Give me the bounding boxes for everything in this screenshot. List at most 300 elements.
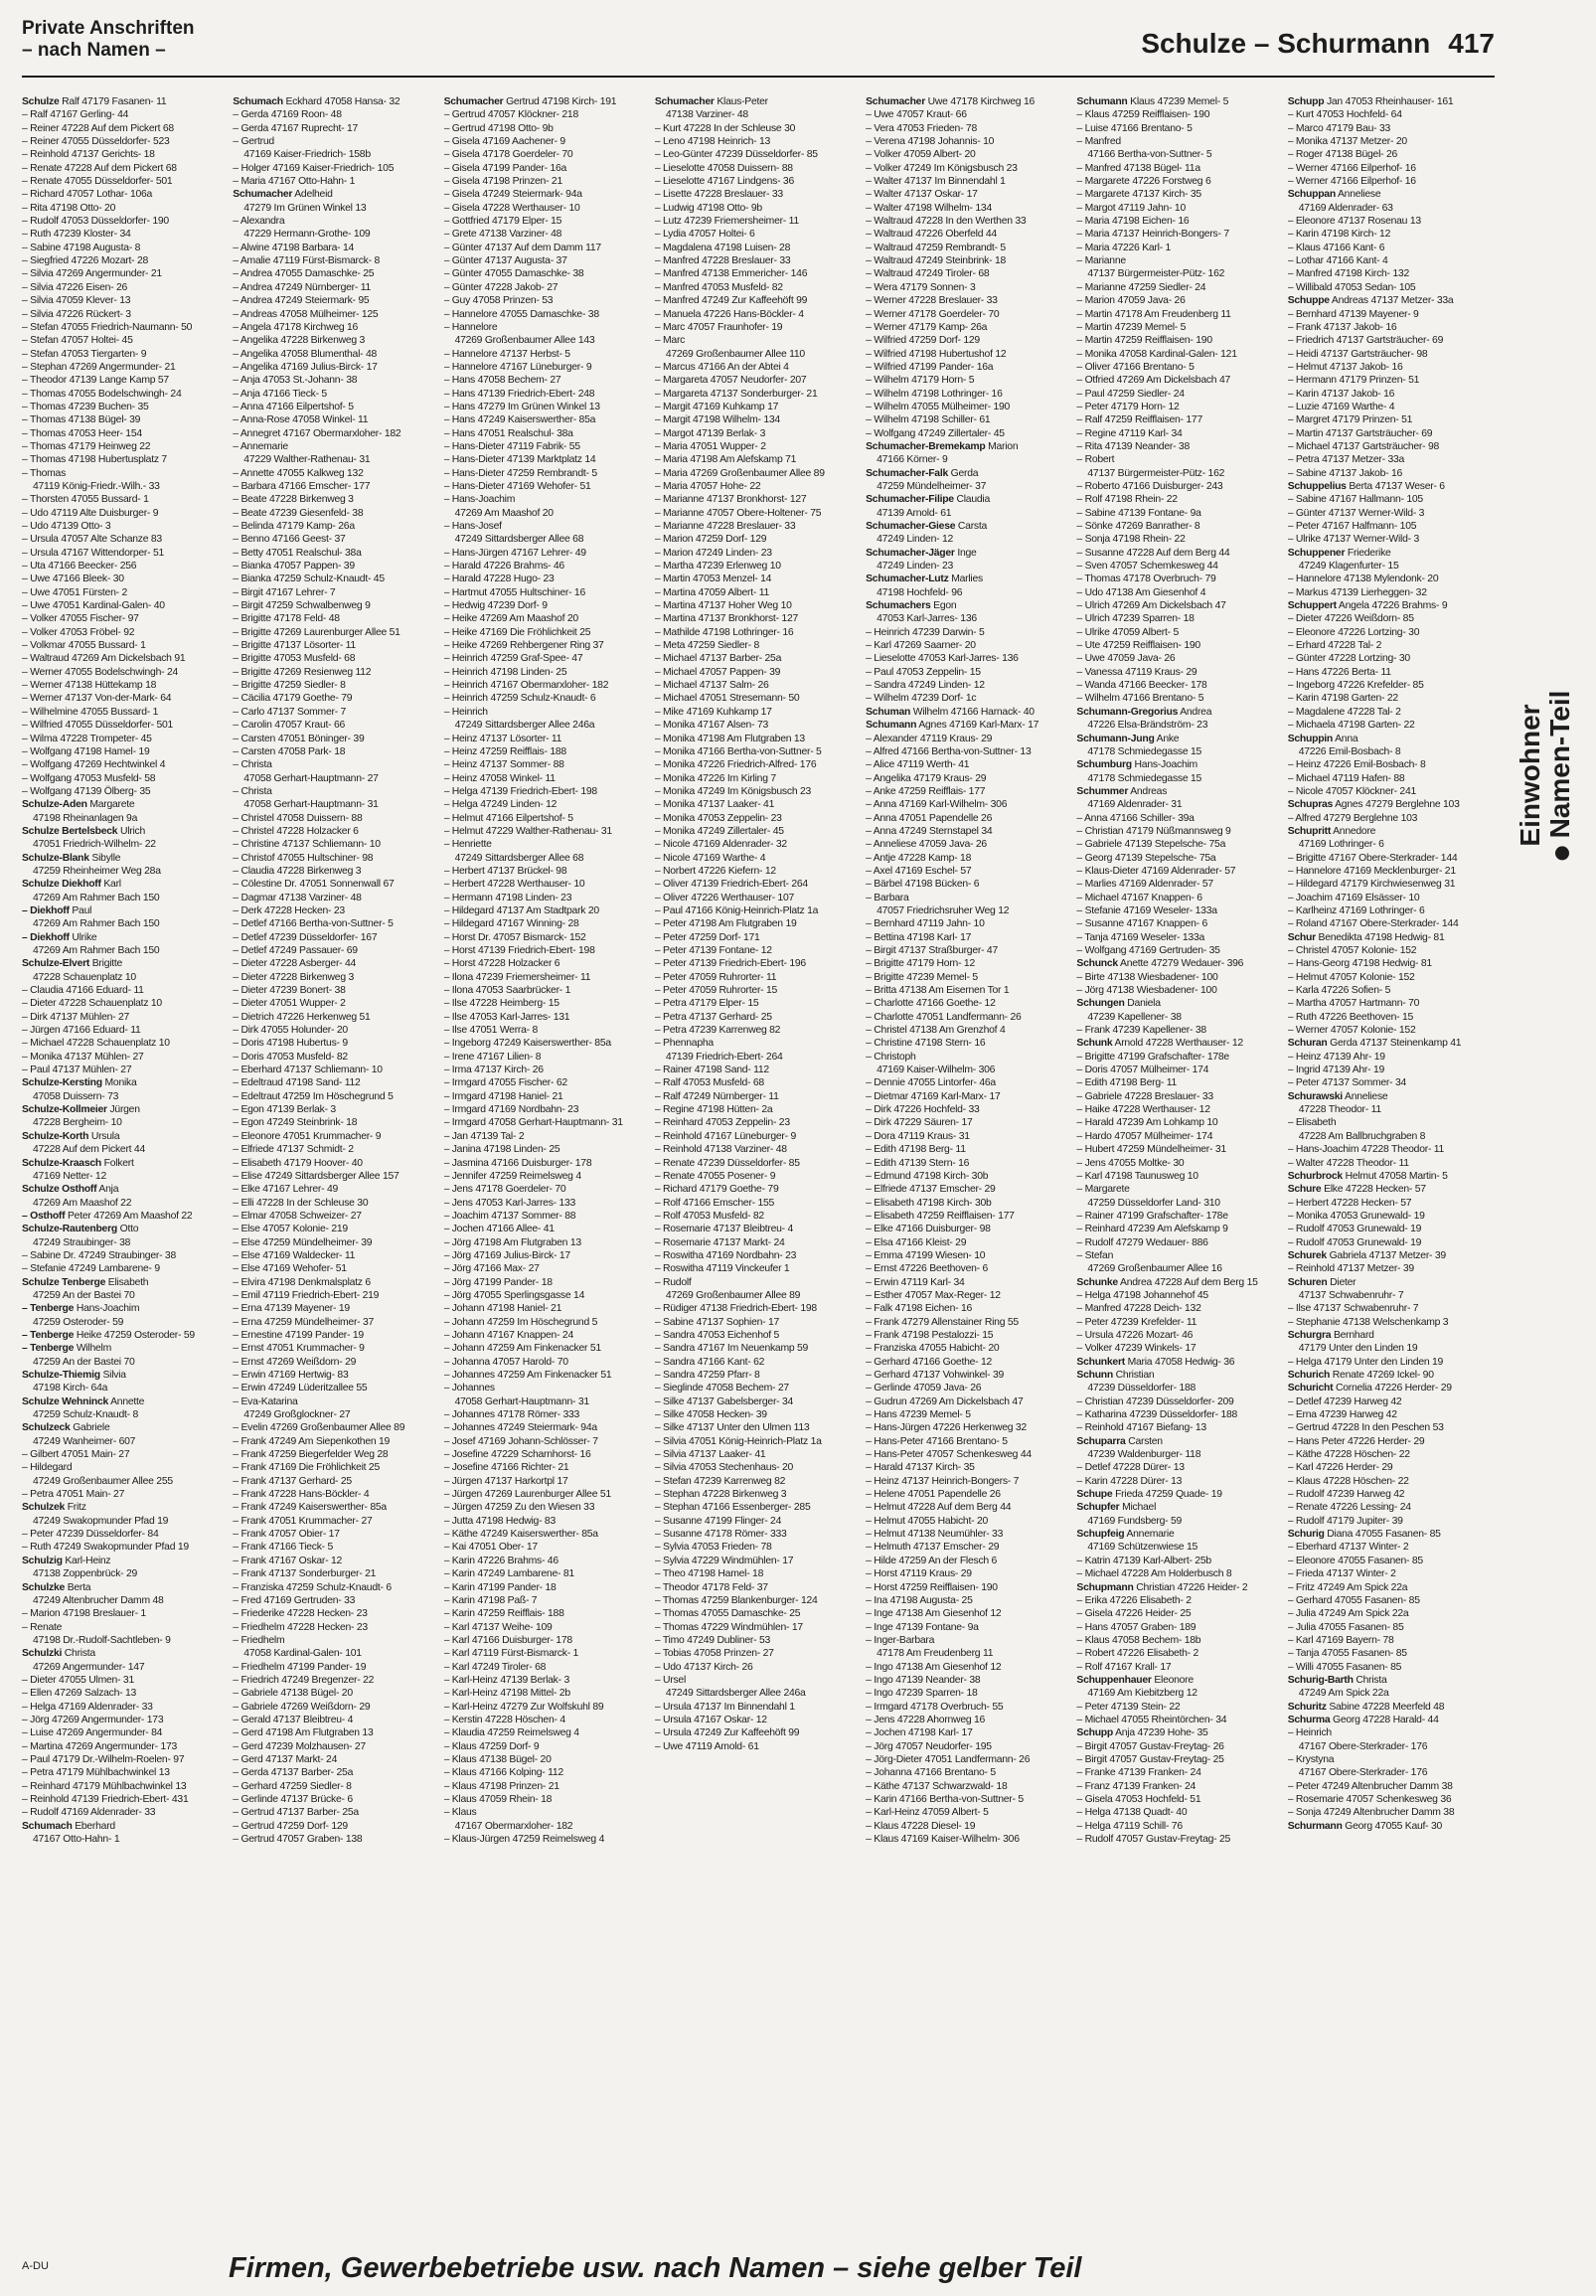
directory-entry (22, 1090, 227, 1103)
directory-entry (655, 1634, 860, 1647)
entry-surname: Schuppelius (1287, 480, 1347, 492)
entry-text: – Maria 47057 Hohe- 22 (654, 480, 761, 492)
directory-entry (444, 427, 649, 440)
directory-entry (1076, 188, 1281, 201)
entry-text: – Peter 47059 Ruhrorter- 15 (654, 985, 778, 997)
directory-entry (866, 348, 1070, 361)
directory-entry (22, 148, 227, 161)
directory-entry (1076, 944, 1281, 957)
entry-text: – Frank 47228 Hans-Böckler- 4 (233, 1489, 370, 1501)
directory-entry (444, 507, 649, 520)
directory-entry (233, 281, 437, 294)
directory-entry (866, 1408, 1070, 1421)
directory-entry (22, 175, 227, 188)
directory-entry (655, 1528, 860, 1541)
directory-entry (866, 1130, 1070, 1143)
directory-entry (1076, 1833, 1281, 1846)
entry-text: 47139 Arnold- 61 (877, 507, 952, 519)
entry-text: – Ernestine 47199 Pander- 19 (233, 1329, 364, 1341)
entry-text: – Klaus 47138 Bügel- 20 (443, 1753, 552, 1765)
entry-text: – Rosemarie 47057 Schenkesweg 36 (1287, 1794, 1452, 1805)
entry-text: – Volker 47055 Fischer- 97 (22, 613, 139, 625)
directory-entry (233, 1157, 437, 1170)
entry-text: – Hans 47279 Im Grünen Winkel 13 (443, 401, 600, 412)
directory-entry (866, 1833, 1070, 1846)
entry-surname: Schuppenhauer (1076, 1674, 1152, 1686)
entry-text: – Thomas 47198 Hubertusplatz 7 (22, 454, 167, 466)
entry-text: 47167 Obere-Sterkrader- 176 (1298, 1740, 1428, 1752)
directory-entry (22, 719, 227, 732)
directory-entry (655, 997, 860, 1010)
entry-text: – Verena 47198 Johannis- 10 (866, 136, 995, 148)
directory-entry (1076, 904, 1281, 917)
directory-entry (655, 1488, 860, 1501)
entry-surname: Schumacher-Giese (866, 521, 956, 532)
entry-text: – Derk 47228 Hecken- 23 (233, 904, 345, 916)
directory-entry (233, 1448, 437, 1461)
directory-entry (1076, 1515, 1281, 1528)
directory-entry (233, 1435, 437, 1448)
entry-text: Fritz (67, 1502, 86, 1514)
entry-surname: Schurich (1287, 1370, 1331, 1381)
entry-surname: Schulze (22, 96, 60, 107)
directory-entry (233, 1567, 437, 1580)
entry-text: – Ingrid 47139 Ahr- 19 (1287, 1065, 1385, 1076)
entry-text: Diana 47055 Fasanen- 85 (1327, 1529, 1441, 1541)
directory-entry (444, 666, 649, 679)
directory-entry (233, 639, 437, 652)
directory-entry (866, 1661, 1070, 1674)
entry-surname: Schuppin (1287, 733, 1334, 744)
entry-text: – Wolfgang 47139 Ölberg- 35 (22, 785, 151, 797)
entry-text: – Petra 47239 Karrenweg 82 (654, 1025, 781, 1037)
directory-entry (233, 1024, 437, 1037)
directory-entry (1076, 294, 1281, 307)
entry-text: – Rüdiger 47138 Friedrich-Ebert- 198 (654, 1303, 817, 1315)
directory-entry (866, 1262, 1070, 1275)
directory-entry (22, 547, 227, 560)
entry-text: – Barbara (866, 892, 909, 903)
directory-entry (866, 1037, 1070, 1050)
directory-entry (1288, 706, 1493, 719)
entry-text: – Lisette 47228 Breslauer- 33 (654, 189, 783, 201)
directory-entry (655, 254, 860, 267)
entry-text: – Käthe 47137 Schwarzwald- 18 (866, 1780, 1008, 1792)
directory-entry (22, 1726, 227, 1739)
directory-entry (1288, 971, 1493, 984)
directory-entry (866, 1607, 1070, 1620)
page-header (22, 18, 1495, 76)
entry-text: – Helga 47138 Quadt- 40 (1076, 1807, 1188, 1819)
entry-text: – Silvia 47051 König-Heinrich-Platz 1a (654, 1435, 822, 1447)
entry-text: – Egon 47139 Berlak- 3 (233, 1104, 336, 1116)
directory-entry (1288, 294, 1493, 307)
directory-entry (866, 1051, 1070, 1064)
entry-text: 47058 Gerhart-Hauptmann- 31 (243, 799, 379, 811)
entry-text: Anja 47239 Hohe- 35 (1115, 1727, 1208, 1739)
entry-text: – Wilfried 47199 Pander- 16a (866, 361, 994, 373)
entry-text: – Jörg 47138 Wiesbadener- 100 (1076, 985, 1217, 997)
entry-text: – Christel 47058 Duissern- 88 (233, 812, 363, 824)
entry-text: – Dieter 47228 Birkenweg 3 (233, 971, 355, 983)
entry-text: – Katrin 47139 Karl-Albert- 25b (1076, 1555, 1211, 1566)
entry-text: Ursula (90, 1130, 120, 1142)
directory-entry (1076, 533, 1281, 546)
entry-text: – Rudolf 47179 Jupiter- 39 (1287, 1515, 1403, 1527)
entry-text: – Thomas 47179 Heinweg 22 (22, 440, 151, 452)
directory-entry (444, 1276, 649, 1289)
directory-entry (444, 388, 649, 401)
entry-text: – Frank 47051 Krummacher- 27 (233, 1515, 373, 1527)
directory-entry (444, 1090, 649, 1103)
entry-text: – Walter 47137 Oskar- 17 (866, 189, 978, 201)
directory-entry (866, 1475, 1070, 1488)
directory-entry (444, 334, 649, 347)
directory-entry (444, 785, 649, 798)
entry-text: – Luzie 47169 Warthe- 4 (1287, 401, 1395, 412)
directory-entry (1076, 1408, 1281, 1421)
directory-entry (233, 957, 437, 970)
directory-entry (233, 1183, 437, 1196)
entry-text: – Otfried 47269 Am Dickelsbach 47 (1076, 375, 1231, 387)
directory-entry (1288, 95, 1493, 108)
directory-entry (1076, 453, 1281, 466)
entry-text: – Renate 47055 Posener- 9 (654, 1170, 776, 1182)
entry-text: 47198 Rheinanlagen 9a (33, 812, 138, 824)
entry-text: – Wilhelm 47198 Schiller- 61 (866, 414, 991, 426)
directory-entry (655, 453, 860, 466)
entry-text: Karl-Heinz (65, 1555, 111, 1566)
directory-entry (22, 1236, 227, 1249)
directory-entry (22, 427, 227, 440)
entry-surname: Schumann (866, 720, 917, 732)
directory-entry (655, 1567, 860, 1580)
directory-entry (22, 1461, 227, 1474)
directory-entry (655, 706, 860, 719)
entry-text: – Martina 47269 Angermunder- 173 (22, 1740, 178, 1752)
directory-entry (655, 1581, 860, 1594)
directory-entry (22, 1634, 227, 1647)
entry-text: – Evelin 47269 Großenbaumer Allee 89 (233, 1422, 405, 1434)
entry-text: – Lutz 47239 Friemersheimer- 11 (654, 216, 799, 228)
entry-text: – Johanna 47166 Brentano- 5 (866, 1767, 996, 1779)
entry-text: 47169 Schützenwiese 15 (1087, 1542, 1198, 1554)
entry-text: – Krystyna (1287, 1753, 1335, 1765)
entry-text: – Ursula 47249 Zur Kaffeehöft 99 (654, 1727, 800, 1739)
entry-text: – Jürgen 47166 Eduard- 11 (22, 1025, 141, 1037)
entry-text: – Wolfgang 47198 Hamel- 19 (22, 745, 150, 757)
entry-text: – Martha 47057 Hartmann- 70 (1287, 998, 1420, 1010)
entry-text: – Günter 47137 Werner-Wild- 3 (1287, 507, 1425, 519)
entry-text: Andreas 47137 Metzer- 33a (1331, 295, 1454, 307)
entry-text: 47228 Am Ballbruchgraben 8 (1298, 1130, 1426, 1142)
entry-text: – Dieter 47051 Wupper- 2 (233, 998, 346, 1010)
entry-text: – Silvia 47226 Rückert- 3 (22, 308, 131, 320)
entry-text: – Helmut 47137 Jakob- 16 (1287, 361, 1403, 373)
entry-text: – Rosemarie 47137 Markt- 24 (654, 1236, 785, 1248)
entry-text: – Margareta 47137 Sonderburger- 21 (654, 388, 818, 400)
entry-surname: – Osthoff (22, 1210, 66, 1222)
directory-entry (233, 758, 437, 771)
entry-text: – Sandra 47249 Linden- 12 (866, 680, 985, 692)
directory-entry (655, 215, 860, 228)
entry-surname: Schupfeig (1076, 1529, 1125, 1541)
entry-text: – Ilse 47228 Heimberg- 15 (443, 998, 559, 1010)
entry-text: – Maria 47198 Am Alefskamp 71 (654, 454, 797, 466)
directory-entry (22, 626, 227, 639)
entry-text: – Elisabeth (1287, 1117, 1337, 1129)
entry-text: – Marc 47057 Fraunhofer- 19 (654, 321, 783, 333)
directory-entry (655, 1289, 860, 1302)
directory-entry (233, 984, 437, 997)
directory-entry (1288, 547, 1493, 560)
directory-entry (22, 1647, 227, 1660)
directory-entry (233, 798, 437, 811)
entry-text: – Helmut 47057 Kolonie- 152 (1287, 971, 1415, 983)
directory-entry (22, 1197, 227, 1210)
entry-text: – Alice 47119 Werth- 41 (866, 759, 970, 771)
directory-entry (1076, 825, 1281, 838)
entry-text: Cornelia 47226 Herder- 29 (1336, 1383, 1452, 1394)
entry-text: – Holger 47169 Kaiser-Friedrich- 105 (233, 162, 395, 174)
entry-text: – Dieter 47228 Asberger- 44 (233, 958, 357, 970)
directory-entry (866, 1448, 1070, 1461)
directory-entry (655, 1011, 860, 1024)
entry-text: – Paul 47166 König-Heinrich-Platz 1a (654, 904, 819, 916)
entry-text: – Heinrich (1287, 1727, 1332, 1739)
entry-text: – Fred 47169 Gertruden- 33 (233, 1594, 356, 1606)
directory-entry (1288, 1528, 1493, 1541)
entry-text: – Erwin 47119 Karl- 34 (866, 1276, 965, 1288)
entry-text: – Anna 47166 Eilpertshof- 5 (233, 401, 354, 412)
directory-entry (1076, 401, 1281, 413)
entry-text: – Johann 47259 Am Finkenacker 51 (443, 1343, 601, 1355)
entry-text: – Marion 47059 Java- 26 (1076, 295, 1186, 307)
entry-text: – Horst 47228 Holzacker 6 (443, 958, 560, 970)
entry-text: – Ernst 47269 Weißdorn- 29 (233, 1356, 357, 1368)
directory-entry (233, 1051, 437, 1064)
directory-entry (1288, 1262, 1493, 1275)
directory-entry (444, 1210, 649, 1223)
directory-entry (1288, 1408, 1493, 1421)
directory-entry (1288, 453, 1493, 466)
directory-entry (233, 706, 437, 719)
directory-entry (655, 1197, 860, 1210)
directory-entry (655, 599, 860, 612)
directory-entry (655, 1687, 860, 1700)
entry-text: – Johannes (443, 1383, 495, 1394)
entry-text: – Hildegard 47167 Winning- 28 (443, 918, 579, 930)
entry-text: – Heinrich (443, 706, 488, 718)
entry-surname: Schulzki (22, 1648, 63, 1660)
directory-entry (233, 1793, 437, 1806)
entry-text: – Karin 47166 Bertha-von-Suttner- 5 (866, 1794, 1024, 1805)
directory-entry (655, 188, 860, 201)
directory-entry (444, 547, 649, 560)
entry-surname: Schurek (1287, 1249, 1327, 1261)
directory-entry (866, 254, 1070, 267)
entry-text: Frieda 47259 Quade- 19 (1115, 1489, 1222, 1501)
entry-text: – Britta 47138 Am Eisernen Tor 1 (866, 985, 1010, 997)
directory-entry (22, 758, 227, 771)
directory-entry (866, 892, 1070, 904)
entry-text: – Gisela 47228 Werthauser- 10 (443, 202, 580, 214)
directory-entry (655, 626, 860, 639)
directory-entry (655, 294, 860, 307)
entry-text: – Sandra 47259 Pfarr- 8 (654, 1370, 760, 1381)
directory-entry (233, 652, 437, 665)
entry-surname: Schulze-Korth (22, 1130, 89, 1142)
entry-text: – Harald 47137 Kirch- 35 (866, 1462, 975, 1474)
entry-text: – Gertrud 47198 Otto- 9b (443, 122, 554, 134)
entry-text: – Kerstin 47228 Höschen- 4 (443, 1714, 565, 1725)
entry-text: – Margret 47179 Prinzen- 51 (1287, 414, 1413, 426)
entry-text: – Ingeborg 47249 Kaiserswerther- 85a (443, 1038, 611, 1050)
entry-text: – Gertrud 47057 Graben- 138 (233, 1834, 363, 1846)
entry-text: 47198 Kirch- 64a (33, 1383, 108, 1394)
directory-entry (1076, 865, 1281, 878)
directory-entry (233, 361, 437, 374)
directory-entry (1076, 321, 1281, 334)
entry-text: – Renate (22, 1621, 63, 1633)
entry-text: – Anna 47051 Papendelle 26 (866, 812, 993, 824)
entry-text: – Uwe 47119 Amold- 61 (654, 1740, 759, 1752)
entry-text: 47239 Kapellener- 38 (1087, 1011, 1182, 1023)
directory-entry (444, 865, 649, 878)
entry-text: – Hans-Peter 47166 Brentano- 5 (866, 1435, 1008, 1447)
entry-text: – Vanessa 47119 Kraus- 29 (1076, 666, 1197, 678)
entry-surname: Schupp (1076, 1727, 1114, 1739)
directory-entry (22, 1329, 227, 1342)
directory-entry (233, 1170, 437, 1183)
entry-text: – Inge 47138 Am Giesenhof 12 (866, 1608, 1002, 1620)
entry-text: – Roswitha 47169 Nordbahn- 23 (654, 1249, 797, 1261)
directory-entry (655, 852, 860, 865)
directory-entry (866, 1369, 1070, 1382)
entry-surname: Schulze-Kraasch (22, 1157, 101, 1169)
directory-entry (22, 453, 227, 466)
entry-text: Georg 47228 Harald- 44 (1333, 1714, 1439, 1725)
directory-entry (444, 440, 649, 453)
directory-entry (655, 838, 860, 851)
entry-text: – Sandra 47167 Im Neuenkamp 59 (654, 1343, 809, 1355)
entry-text: – Gerhard 47259 Siedler- 8 (233, 1780, 352, 1792)
entry-text: Renate 47269 Ickel- 90 (1332, 1370, 1434, 1381)
directory-entry (1288, 785, 1493, 798)
directory-entry (866, 573, 1070, 585)
directory-entry (233, 1249, 437, 1262)
entry-text: 47138 Zoppenbrück- 29 (33, 1568, 138, 1580)
entry-text: – Susanne 47178 Römer- 333 (654, 1529, 787, 1541)
entry-text: – Manfred 47198 Kirch- 132 (1287, 268, 1409, 280)
directory-entry (1076, 95, 1281, 108)
footer-banner: Firmen, Gewerbebetriebe usw. nach Namen – siehe gelber Teil (229, 2252, 1082, 2284)
directory-entry (22, 825, 227, 838)
directory-entry (866, 706, 1070, 719)
entry-text: – Peter 47259 Dorf- 171 (654, 931, 760, 943)
entry-text: – Ralf 47167 Gerling- 44 (22, 109, 129, 121)
directory-entry (444, 639, 649, 652)
directory-entry (1076, 626, 1281, 639)
directory-entry (1288, 440, 1493, 453)
directory-entry (655, 612, 860, 625)
directory-entry (22, 1674, 227, 1687)
directory-entry (866, 1170, 1070, 1183)
entry-text: – Elke 47167 Lehrer- 49 (233, 1184, 339, 1196)
directory-entry (22, 108, 227, 121)
directory-entry (866, 202, 1070, 215)
directory-entry (444, 1555, 649, 1567)
directory-entry (444, 162, 649, 175)
entry-text: 47249 Klagenfurter- 15 (1298, 561, 1399, 573)
directory-entry (22, 1766, 227, 1779)
directory-entry (866, 1249, 1070, 1262)
entry-text: – Karin 47198 Paß- 7 (443, 1594, 538, 1606)
directory-entry (1288, 1488, 1493, 1501)
entry-text: Annemarie (1126, 1529, 1175, 1541)
entry-text: – Stephan 47166 Essenberger- 285 (654, 1502, 811, 1514)
entry-text: – Manfred (1076, 136, 1121, 148)
directory-entry (22, 1356, 227, 1369)
directory-entry (233, 917, 437, 930)
directory-entry (655, 1356, 860, 1369)
entry-text: – Michael 47228 Am Holderbusch 8 (1076, 1568, 1232, 1580)
entry-text: – Alexandra (233, 216, 285, 228)
entry-text: 47229 Hermann-Grothe- 109 (243, 229, 371, 241)
directory-entry (233, 1661, 437, 1674)
directory-entry (1288, 1726, 1493, 1739)
directory-entry (22, 1475, 227, 1488)
entry-text: – Christel 47228 Holzacker 6 (233, 825, 359, 837)
directory-entry (22, 852, 227, 865)
entry-text: – Hartmut 47055 Hultschiner- 16 (443, 586, 585, 598)
directory-entry (233, 533, 437, 546)
entry-text: – Eleonore 47226 Lortzing- 30 (1287, 626, 1420, 638)
directory-entry (866, 733, 1070, 745)
entry-text: – Anja 47166 Tieck- 5 (233, 388, 327, 400)
entry-text: – Rolf 47166 Emscher- 155 (654, 1197, 775, 1209)
directory-entry (1288, 1342, 1493, 1355)
entry-text: – Stefan 47053 Tiergarten- 9 (22, 348, 147, 360)
directory-entry (233, 162, 437, 175)
directory-entry (233, 321, 437, 334)
directory-entry (22, 1833, 227, 1846)
entry-text: 47269 Großenbaumer Allee 143 (454, 335, 595, 347)
directory-entry (1076, 1130, 1281, 1143)
directory-entry (444, 1024, 649, 1037)
section-side-tab (1501, 596, 1590, 954)
directory-entry (233, 1197, 437, 1210)
directory-entry (866, 838, 1070, 851)
entry-surname: Schure (1287, 1184, 1322, 1196)
directory-entry (233, 1515, 437, 1528)
entry-text: 47269 Am Rahmer Bach 150 (33, 945, 160, 956)
directory-entry (1288, 599, 1493, 612)
entry-text: – Gisela 47249 Steiermark- 94a (443, 189, 582, 201)
directory-entry (444, 1501, 649, 1514)
entry-text: – Oliver 47139 Friedrich-Ebert- 264 (654, 879, 808, 891)
entry-text: – Herbert 47137 Brückel- 98 (443, 865, 567, 877)
entry-text: 47058 Duissern- 73 (33, 1090, 119, 1102)
directory-entry (655, 1249, 860, 1262)
directory-entry (1288, 493, 1493, 506)
directory-entry (233, 1356, 437, 1369)
directory-entry (444, 1421, 649, 1434)
entry-text: 47137 Bürgermeister-Pütz- 162 (1087, 467, 1225, 479)
entry-text: – Susanne 47228 Auf dem Berg 44 (1076, 547, 1230, 559)
directory-entry (233, 1607, 437, 1620)
entry-text: – Andrea 47055 Damaschke- 25 (233, 268, 375, 280)
